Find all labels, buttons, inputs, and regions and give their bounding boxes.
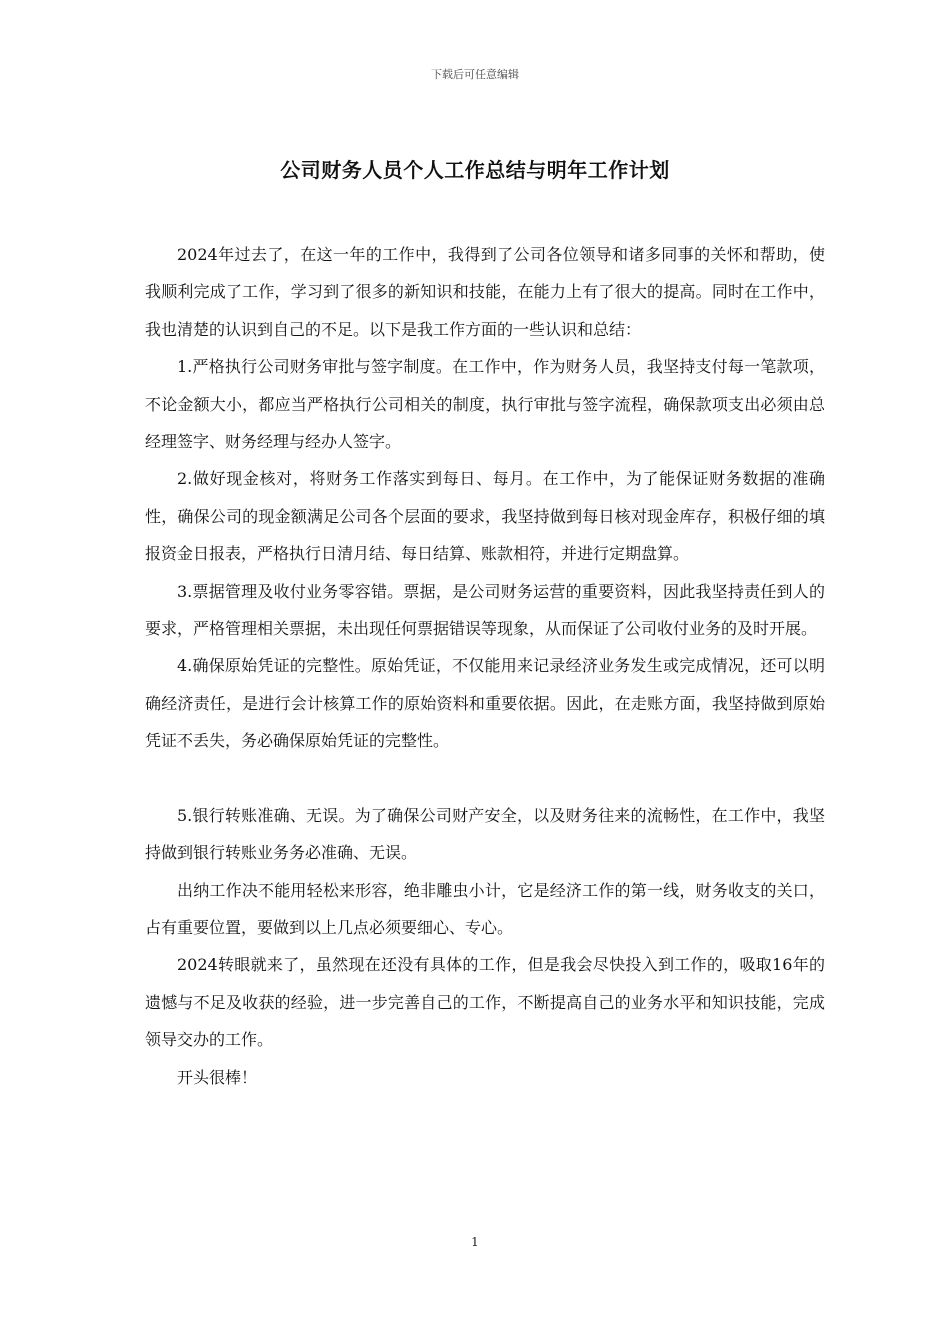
page-number: 1 (471, 1235, 479, 1249)
paragraph-item-3: 3.票据管理及收付业务零容错。票据，是公司财务运营的重要资料，因此我坚持责任到人的要求，严格管理相关票据，未出现任何票据错误等现象，从而保证了公司收付业务的及时开展。 (145, 581, 825, 639)
paragraph-closing: 开头很棒！ (177, 1067, 258, 1087)
header-note: 下载后可任意编辑 (431, 68, 519, 81)
page-title: 公司财务人员个人工作总结与明年工作计划 (280, 158, 670, 182)
paragraph-cashier: 出纳工作决不能用轻松来形容，绝非雕虫小计，它是经济工作的第一线，财务收支的关口，占有重要位置，要做到以上几点必须要细心、专心。 (145, 880, 825, 937)
paragraph-item-4: 4.确保原始凭证的完整性。原始凭证，不仅能用来记录经济业务发生或完成情况，还可以明确经济责任，是进行会计核算工作的原始资料和重要依据。因此，在走账方面，我坚持做到原始凭证不丢失，务必确保原始凭证的完整性。 (145, 656, 825, 751)
paragraph-item-5: 5.银行转账准确、无误。为了确保公司财产安全，以及财务往来的流畅性，在工作中，我坚持做到银行转账业务务必准确、无误。 (145, 805, 825, 863)
paragraph-intro: 2024年过去了，在这一年的工作中，我得到了公司各位领导和诸多同事的关怀和帮助，使我顺利完成了工作，学习到了很多的新知识和技能，在能力上有了很大的提高。同时在工作中，我也清楚的认识到自己的不足。以下是我工作方面的一些认识和总结： (145, 245, 825, 339)
paragraph-item-1: 1.严格执行公司财务审批与签字制度。在工作中，作为财务人员，我坚持支付每一笔款项，不论金额大小，都应当严格执行公司相关的制度，执行审批与签字流程，确保款项支出必须由总经理签字、财务经理与经办人签字。 (145, 357, 825, 452)
paragraph-plan: 2024转眼就来了，虽然现在还没有具体的工作，但是我会尽快投入到工作的，吸取16年的遗憾与不足及收获的经验，进一步完善自己的工作，不断提高自己的业务水平和知识技能，完成领导交办的工作。 (145, 955, 825, 1050)
document-body (145, 236, 825, 1096)
paragraph-item-2: 2.做好现金核对，将财务工作落实到每日、每月。在工作中，为了能保证财务数据的准确性，确保公司的现金额满足公司各个层面的要求，我坚持做到每日核对现金库存，积极仔细的填报资金日报表，严格执行日清月结、每日结算、账款相符，并进行定期盘算。 (145, 469, 825, 564)
